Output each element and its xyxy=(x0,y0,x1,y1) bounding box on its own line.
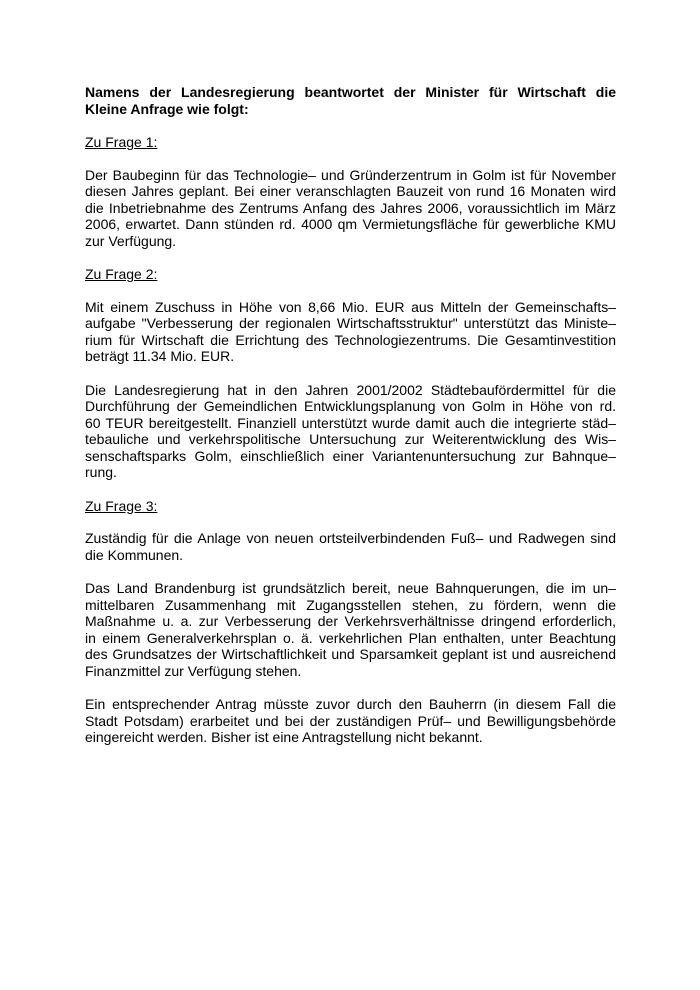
intro-line: Namens der Landesregierung beantwortet der Minister für Wirtschaft die xyxy=(85,84,616,100)
section-frage-3 xyxy=(85,498,616,746)
section-frage-2 xyxy=(85,266,616,481)
text-line: Das Land Brandenburg ist grundsätzlich bereit, neue Bahnquerungen, die im un– xyxy=(85,580,616,596)
text-line: Zuständig für die Anlage von neuen ortsteilverbindenden Fuß– und Radwegen sind xyxy=(85,530,616,546)
paragraph xyxy=(85,580,616,679)
paragraph xyxy=(85,530,616,563)
text-line: Maßnahme u. a. zur Verbesserung der Verkehrsverhältnisse dringend erforderlich, xyxy=(85,613,616,629)
text-line: Der Baubeginn für das Technologie– und Gründerzentrum in Golm ist für November xyxy=(85,166,616,183)
text-line: Die Landesregierung hat in den Jahren 2001/2002 Städtebaufördermittel für die xyxy=(85,381,616,398)
text-line: zur Verfügung. xyxy=(85,232,177,249)
document-page xyxy=(85,84,616,746)
text-line: die Inbetriebnahme des Zentrums Anfang des Jahres 2006, voraussichtlich im März xyxy=(85,199,616,216)
text-line: des Grundsatzes der Wirtschaftlichkeit und Sparsamkeit geplant ist und ausreichend xyxy=(85,646,616,662)
section-heading: Zu Frage 1: xyxy=(85,134,158,150)
text-line: 2006, erwartet. Dann stünden rd. 4000 qm Vermietungsfläche für gewerbliche KMU xyxy=(85,216,616,232)
intro-line: Kleine Anfrage wie folgt: xyxy=(85,100,249,117)
text-line: tebauliche und verkehrspolitische Untersuchung zur Weiterentwicklung des Wis– xyxy=(85,431,616,447)
text-line: Stadt Potsdam) erarbeitet und bei der zuständigen Prüf– und Bewilligungsbehörde xyxy=(85,712,616,729)
section-heading: Zu Frage 2: xyxy=(85,266,158,282)
text-line: in einem Generalverkehrsplan o. ä. verkehrlichen Plan enthalten, unter Beachtung xyxy=(85,629,616,646)
text-line: beträgt 11.34 Mio. EUR. xyxy=(85,348,235,364)
text-line: rium für Wirtschaft die Errichtung des Technologiezentrums. Die Gesamtinvestition xyxy=(85,331,616,348)
text-line: mittelbaren Zusammenhang mit Zugangsstellen stehen, zu fördern, wenn die xyxy=(85,596,616,613)
text-line: Ein entsprechender Antrag müsste zuvor durch den Bauherrn (in diesem Fall die xyxy=(85,696,616,712)
text-line: Mit einem Zuschuss in Höhe von 8,66 Mio. EUR aus Mitteln der Gemeinschafts– xyxy=(85,298,616,315)
paragraph xyxy=(85,299,616,365)
intro-statement xyxy=(85,84,616,117)
paragraph xyxy=(85,696,616,746)
text-line: aufgabe "Verbesserung der regionalen Wirtschaftsstruktur" unterstützt das Ministe– xyxy=(85,315,616,331)
text-line: rung. xyxy=(85,464,117,480)
section-heading: Zu Frage 3: xyxy=(85,497,158,514)
text-line: eingereicht werden. Bisher ist eine Antragstellung nicht bekannt. xyxy=(85,729,483,745)
text-line: Durchführung der Gemeindlichen Entwicklungsplanung von Golm in Höhe von rd. xyxy=(85,398,616,414)
text-line: die Kommunen. xyxy=(85,546,184,563)
text-line: Finanzmittel zur Verfügung stehen. xyxy=(85,662,302,679)
text-line: senschaftsparks Golm, einschließlich einer Variantenuntersuchung zur Bahnque– xyxy=(85,447,616,464)
section-frage-1 xyxy=(85,134,616,249)
paragraph xyxy=(85,167,616,250)
paragraph xyxy=(85,382,616,481)
text-line: diesen Jahres geplant. Bei einer veranschlagten Bauzeit von rund 16 Monaten wird xyxy=(85,183,616,199)
text-line: 60 TEUR bereitgestellt. Finanziell unterstützt wurde damit auch die integrierte städ– xyxy=(85,414,616,431)
